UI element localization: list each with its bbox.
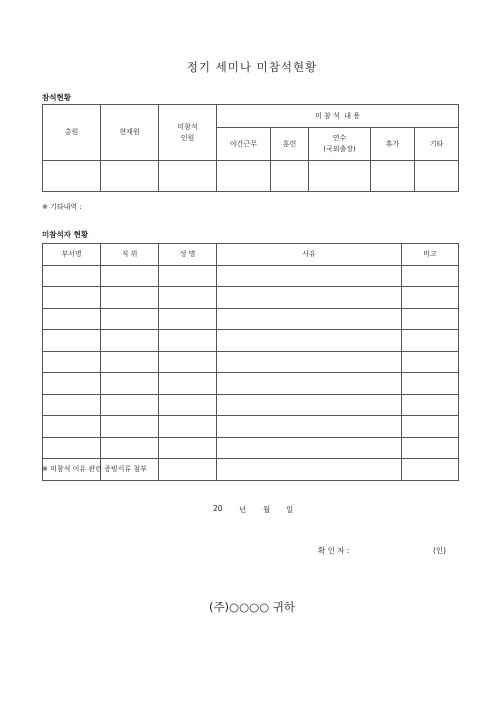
table-row	[43, 373, 459, 395]
cell-name[interactable]	[159, 394, 217, 416]
cell-present[interactable]	[101, 161, 159, 192]
cell-remarks[interactable]	[402, 351, 459, 373]
cell-position[interactable]	[101, 351, 159, 373]
seal-mark: (인)	[433, 546, 447, 555]
table-row	[43, 330, 459, 352]
cell-name[interactable]	[159, 416, 217, 438]
cell-remarks[interactable]	[402, 330, 459, 352]
cell-reason[interactable]	[217, 459, 402, 481]
cell-reason[interactable]	[217, 308, 402, 330]
header-position: 직 위	[101, 244, 159, 266]
cell-position[interactable]	[101, 265, 159, 287]
cell-position[interactable]	[101, 330, 159, 352]
other-details-label: ※ 기타내역 :	[42, 203, 82, 211]
absentees-section-label: 미참석자 현황	[42, 230, 89, 239]
cell-training[interactable]	[271, 161, 309, 192]
cell-name[interactable]	[159, 437, 217, 459]
cell-department[interactable]	[43, 287, 101, 309]
date-year: 년	[239, 505, 247, 514]
header-training: 훈련	[271, 128, 309, 161]
header-study-line1: 연수	[332, 134, 347, 142]
cell-department[interactable]	[43, 437, 101, 459]
absentees-header-row	[43, 244, 459, 266]
cell-name[interactable]	[159, 330, 217, 352]
date-month: 월	[263, 505, 271, 514]
cell-position[interactable]	[101, 373, 159, 395]
date-day: 일	[286, 505, 294, 514]
evidence-note: ※ 미참석 이유 관련 증빙서류 첨부	[42, 465, 147, 473]
cell-vacation[interactable]	[371, 161, 415, 192]
cell-other[interactable]	[415, 161, 459, 192]
table-row	[43, 437, 459, 459]
attendance-section-label: 참석현황	[42, 93, 71, 102]
cell-department[interactable]	[43, 330, 101, 352]
cell-department[interactable]	[43, 416, 101, 438]
header-total: 총원	[43, 105, 101, 161]
cell-department[interactable]	[43, 308, 101, 330]
date-year-prefix: 20	[213, 504, 223, 513]
cell-department[interactable]	[43, 351, 101, 373]
attendance-data-row	[43, 161, 459, 192]
cell-name[interactable]	[159, 265, 217, 287]
cell-position[interactable]	[101, 308, 159, 330]
table-row	[43, 416, 459, 438]
document-title: 정기 세미나 미참석현황	[186, 60, 318, 74]
cell-department[interactable]	[43, 373, 101, 395]
cell-remarks[interactable]	[402, 416, 459, 438]
header-absent-line1: 미참석	[177, 122, 198, 131]
cell-night-shift[interactable]	[217, 161, 271, 192]
header-present: 현재원	[101, 105, 159, 161]
cell-remarks[interactable]	[402, 459, 459, 481]
cell-reason[interactable]	[217, 394, 402, 416]
cell-reason[interactable]	[217, 437, 402, 459]
absentees-table	[42, 243, 459, 481]
cell-reason[interactable]	[217, 373, 402, 395]
header-night-shift: 야간근무	[217, 128, 271, 161]
confirmer-label: 확 인 자 :	[318, 546, 350, 555]
cell-position[interactable]	[101, 394, 159, 416]
cell-position[interactable]	[101, 287, 159, 309]
header-study	[309, 128, 371, 161]
header-reasons-group: 미 참 석 내 용	[217, 105, 459, 128]
header-remarks: 비고	[402, 244, 459, 266]
table-row	[43, 394, 459, 416]
cell-reason[interactable]	[217, 330, 402, 352]
header-department: 부서명	[43, 244, 101, 266]
header-study-line2: (국외출장)	[323, 145, 356, 153]
header-reason: 사유	[217, 244, 402, 266]
cell-study[interactable]	[309, 161, 371, 192]
header-absent	[159, 105, 217, 161]
cell-remarks[interactable]	[402, 373, 459, 395]
cell-reason[interactable]	[217, 287, 402, 309]
cell-position[interactable]	[101, 437, 159, 459]
table-row	[43, 287, 459, 309]
cell-position[interactable]	[101, 416, 159, 438]
addressee: (주)○○○○ 귀하	[208, 600, 296, 614]
cell-total[interactable]	[43, 161, 101, 192]
cell-name[interactable]	[159, 287, 217, 309]
cell-name[interactable]	[159, 373, 217, 395]
cell-name[interactable]	[159, 459, 217, 481]
cell-remarks[interactable]	[402, 308, 459, 330]
table-row	[43, 265, 459, 287]
cell-department[interactable]	[43, 265, 101, 287]
cell-name[interactable]	[159, 351, 217, 373]
cell-remarks[interactable]	[402, 287, 459, 309]
cell-remarks[interactable]	[402, 437, 459, 459]
cell-remarks[interactable]	[402, 265, 459, 287]
cell-department[interactable]	[43, 394, 101, 416]
attendance-table	[42, 104, 459, 192]
header-name: 성 명	[159, 244, 217, 266]
cell-name[interactable]	[159, 308, 217, 330]
table-row	[43, 308, 459, 330]
header-other: 기타	[415, 128, 459, 161]
table-row	[43, 351, 459, 373]
cell-reason[interactable]	[217, 351, 402, 373]
cell-reason[interactable]	[217, 416, 402, 438]
cell-absent[interactable]	[159, 161, 217, 192]
header-absent-line2: 인원	[180, 133, 195, 142]
cell-reason[interactable]	[217, 265, 402, 287]
header-vacation: 휴가	[371, 128, 415, 161]
cell-remarks[interactable]	[402, 394, 459, 416]
